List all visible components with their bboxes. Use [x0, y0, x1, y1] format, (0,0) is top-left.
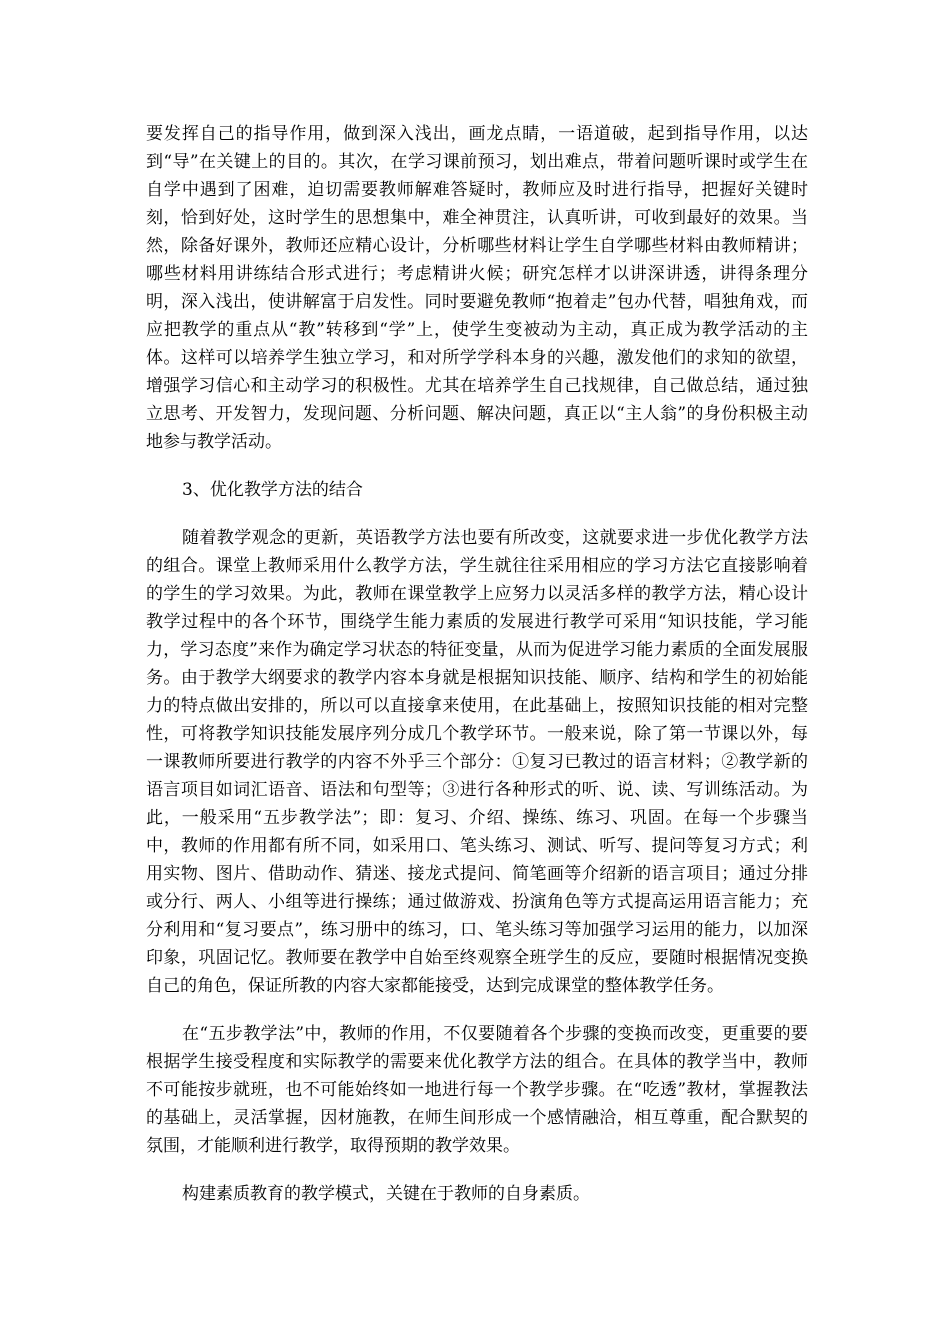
section-heading: 3、优化教学方法的结合: [182, 480, 363, 500]
paragraph-3: 在“五步教学法”中，教师的作用，不仅要随着各个步骤的变换而改变，更重要的要根据学生接受程度和实际教学的需要来优化教学方法的组合。在具体的教学当中，教师不可能按步就班，也不可能始终如一地进行每一个教学步骤。在“吃透”教材，掌握教法的基础上，灵活掌握，因材施教，在师生间形成一个感情融洽，相互尊重，配合默契的氛围，才能顺利进行教学，取得预期的教学效果。: [146, 1024, 808, 1156]
paragraph-4: 构建素质教育的教学模式，关键在于教师的自身素质。: [182, 1184, 590, 1204]
document-page: [146, 120, 808, 1208]
paragraph-2: 随着教学观念的更新，英语教学方法也要有所改变，这就要求进一步优化教学方法的组合。课堂上教师采用什么教学方法，学生就往往采用相应的学习方法它直接影响着的学生的学习效果。为此，教师在课堂教学上应努力以灵活多样的教学方法，精心设计教学过程中的各个环节，围绕学生能力素质的发展进行教学可采用“知识技能，学习能力，学习态度”来作为确定学习状态的特征变量，从而为促进学习能力素质的全面发展服务。由于教学大纲要求的教学内容本身就是根据知识技能、顺序、结构和学生的初始能力的特点做出安排的，所以可以直接拿来使用，在此基础上，按照知识技能的相对完整性，可将教学知识技能发展序列分成几个教学环节。一般来说，除了第一节课以外，每一课教师所要进行教学的内容不外乎三个部分：①复习已教过的语言材料；②教学新的语言项目如词汇语音、语法和句型等；③进行各种形式的听、说、读、写训练活动。为此，一般采用“五步教学法”；即：复习、介绍、操练、练习、巩固。在每一个步骤当中，教师的作用都有所不同，如采用口、笔头练习、测试、听写、提问等复习方式；利用实物、图片、借助动作、猜迷、接龙式提问、简笔画等介绍新的语言项目；通过分排或分行、两人、小组等进行操练；通过做游戏、扮演角色等方式提高运用语言能力；充分利用和“复习要点”，练习册中的练习，口、笔头练习等加强学习运用的能力，以加深印象，巩固记忆。教师要在教学中自始至终观察全班学生的反应，要随时根据情况变换自己的角色，保证所教的内容大家都能接受，达到完成课堂的整体教学任务。: [146, 528, 808, 996]
paragraph-1: 要发挥自己的指导作用，做到深入浅出，画龙点睛，一语道破，起到指导作用，以达到“导”在关键上的目的。其次，在学习课前预习，划出难点，带着问题听课时或学生在自学中遇到了困难，迫切需要教师解难答疑时，教师应及时进行指导，把握好关键时刻，恰到好处，这时学生的思想集中，难全神贯注，认真听讲，可收到最好的效果。当然，除备好课外，教师还应精心设计，分析哪些材料让学生自学哪些材料由教师精讲；哪些材料用讲练结合形式进行；考虑精讲火候；研究怎样才以讲深讲透，讲得条理分明，深入浅出，使讲解富于启发性。同时要避免教师“抱着走”包办代替，唱独角戏，而应把教学的重点从“教”转移到“学”上，使学生变被动为主动，真正成为教学活动的主体。这样可以培养学生独立学习，和对所学学科本身的兴趣，激发他们的求知的欲望，增强学习信心和主动学习的积极性。尤其在培养学生自己找规律，自己做总结，通过独立思考、开发智力，发现问题、分析问题、解决问题，真正以“主人翁”的身份积极主动地参与教学活动。: [146, 124, 808, 452]
